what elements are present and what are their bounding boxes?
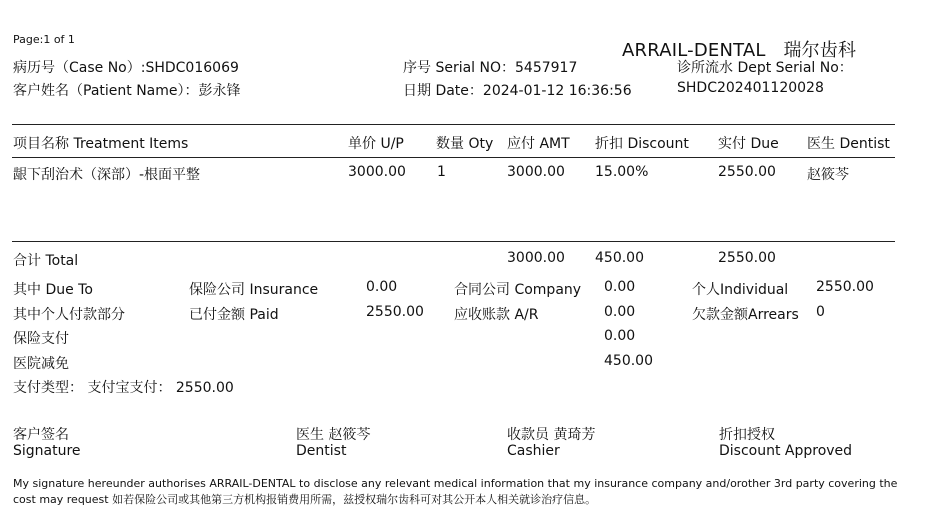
col-quantity: 数量 Oty xyxy=(436,136,494,152)
total-label: 合计 Total xyxy=(13,253,79,269)
col-dentist: 医生 Dentist xyxy=(807,136,890,152)
cell-dentist: 赵筱芩 xyxy=(807,167,849,183)
discount-approval xyxy=(719,427,852,459)
arrears-label: 欠款金额Arrears xyxy=(692,307,799,323)
visit-date: 日期 Date：2024-01-12 16:36:56 xyxy=(403,83,632,99)
hospital-reduce-value: 450.00 xyxy=(604,353,653,369)
patient-name: 客户姓名（Patient Name）：彭永锋 xyxy=(13,83,241,99)
serial-number: 序号 Serial NO：5457917 xyxy=(403,60,578,76)
cell-amount: 3000.00 xyxy=(507,164,565,180)
brand-name-cn: 瑞尔齿科 xyxy=(783,40,857,61)
hospital-reduce-label: 医院减免 xyxy=(13,356,69,372)
cashier-signature-cn: 收款员 黄琦芳 xyxy=(507,427,596,443)
arrears-value: 0 xyxy=(816,304,825,320)
total-due: 2550.00 xyxy=(718,250,776,266)
payment-type: 支付类型： 支付宝支付： 2550.00 xyxy=(13,380,234,396)
col-discount: 折扣 Discount xyxy=(595,136,689,152)
individual-label: 个人Individual xyxy=(692,282,789,298)
brand-name: ARRAIL-DENTAL xyxy=(622,40,766,61)
page-indicator: Page:1 of 1 xyxy=(13,33,75,46)
ar-value: 0.00 xyxy=(604,304,636,320)
insurance-pay-value: 0.00 xyxy=(604,328,636,344)
table-top-rule xyxy=(12,124,895,125)
insurance-pay-label: 保险支付 xyxy=(13,331,69,347)
cell-due: 2550.00 xyxy=(718,164,776,180)
cell-discount: 15.00% xyxy=(595,164,649,180)
paid-value: 2550.00 xyxy=(366,304,424,320)
dept-serial-value: SHDC202401120028 xyxy=(677,80,824,96)
legal-disclaimer: My signature hereunder authorises ARRAIL-DENTAL to disclose any relevant medical information that my insurance company and/orother 3rd party covering the cost may request 如若保险公司或其他第三方机构报销费用所需，兹授权瑞尔齿科可对其公开本人相关就诊治疗信息。 xyxy=(13,477,898,506)
col-treatment-items: 项目名称 Treatment Items xyxy=(13,136,189,152)
cell-unit-price: 3000.00 xyxy=(348,164,406,180)
due-to-label: 其中 Due To xyxy=(13,282,93,298)
case-number: 病历号（Case No）:SHDC016069 xyxy=(13,60,239,76)
col-amount: 应付 AMT xyxy=(507,136,570,152)
dept-serial-label: 诊所流水 Dept Serial No： xyxy=(677,60,853,76)
totals-rule xyxy=(12,241,895,242)
table-header-rule xyxy=(12,157,895,158)
col-due: 实付 Due xyxy=(718,136,779,152)
cashier-signature-en: Cashier xyxy=(507,443,560,459)
dentist-signature xyxy=(296,427,370,459)
cashier-signature xyxy=(507,427,595,459)
customer-signature-cn: 客户签名 xyxy=(13,427,69,443)
cell-quantity: 1 xyxy=(437,164,446,180)
dentist-signature-cn: 医生 赵筱芩 xyxy=(296,427,371,443)
col-unit-price: 单价 U/P xyxy=(348,136,404,152)
customer-signature-en: Signature xyxy=(13,443,81,459)
discount-approval-cn: 折扣授权 xyxy=(719,427,775,443)
insurance-label: 保险公司 Insurance xyxy=(189,282,319,298)
insurance-value: 0.00 xyxy=(366,279,398,295)
discount-approval-en: Discount Approved xyxy=(719,443,853,459)
customer-signature xyxy=(13,427,81,459)
total-discount: 450.00 xyxy=(595,250,644,266)
paid-label: 已付金额 Paid xyxy=(189,307,279,323)
company-label: 合同公司 Company xyxy=(454,282,582,298)
cell-treatment: 龈下刮治术（深部）-根面平整 xyxy=(13,167,201,183)
company-value: 0.00 xyxy=(604,279,636,295)
dentist-signature-en: Dentist xyxy=(296,443,347,459)
personal-part-label: 其中个人付款部分 xyxy=(13,307,125,323)
ar-label: 应收账款 A/R xyxy=(454,307,539,323)
individual-value: 2550.00 xyxy=(816,279,874,295)
total-amount: 3000.00 xyxy=(507,250,565,266)
